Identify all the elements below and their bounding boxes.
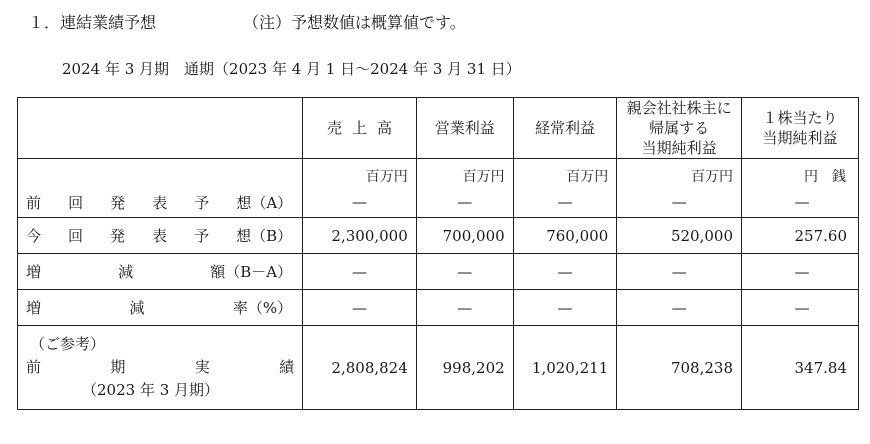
units-blank-cell bbox=[18, 159, 303, 188]
row-label bbox=[18, 218, 303, 254]
value-cell: — bbox=[617, 290, 742, 326]
value-cell: 347.84 bbox=[742, 326, 859, 410]
label-char: 前 bbox=[26, 193, 42, 212]
fiscal-period: 2024 年 3 月期 通期（2023 年 4 月 1 日～2024 年 3 月 31 日） bbox=[62, 60, 521, 78]
header-net-income-owners bbox=[617, 98, 742, 159]
label-char: 回 bbox=[68, 193, 84, 212]
label-char: 減 bbox=[118, 263, 134, 281]
section-title: 連結業績予想 bbox=[60, 13, 157, 32]
label-char: 実 bbox=[194, 358, 210, 376]
label-char: 期 bbox=[110, 358, 126, 376]
value-cell: — bbox=[303, 187, 417, 218]
row-label bbox=[18, 254, 303, 290]
value-cell: — bbox=[513, 254, 617, 290]
table-row bbox=[18, 290, 859, 326]
value-cell: — bbox=[303, 254, 417, 290]
header-operating-income bbox=[416, 98, 513, 159]
row-label bbox=[18, 290, 303, 326]
label-char: 増 bbox=[26, 263, 42, 281]
value-cell: — bbox=[513, 187, 617, 218]
label-char: 前 bbox=[26, 358, 42, 376]
table-row bbox=[18, 254, 859, 290]
section-note: （注）予想数値は概算値です。 bbox=[243, 13, 466, 32]
header-eps bbox=[742, 98, 859, 159]
value-cell: 708,238 bbox=[617, 326, 742, 410]
value-cell: — bbox=[513, 290, 617, 326]
label-char: 今 bbox=[26, 227, 42, 245]
header-line: 売上高 bbox=[326, 119, 402, 137]
header-line: 親会社社株主に bbox=[626, 99, 732, 117]
header-line: 当期純利益 bbox=[641, 139, 717, 157]
section-number: １． bbox=[28, 13, 61, 32]
value-cell: — bbox=[303, 290, 417, 326]
value-cell: — bbox=[416, 187, 513, 218]
header-line: 経常利益 bbox=[534, 119, 595, 137]
value-cell: — bbox=[742, 290, 859, 326]
value-cell: 998,202 bbox=[416, 326, 513, 410]
value-cell: — bbox=[742, 187, 859, 218]
header-line: 営業利益 bbox=[434, 119, 495, 137]
table-header-row bbox=[18, 98, 859, 159]
value-cell: 2,808,824 bbox=[303, 326, 417, 410]
label-char: 発 bbox=[110, 227, 126, 245]
header-ordinary-income bbox=[513, 98, 617, 159]
value-cell: — bbox=[416, 290, 513, 326]
label-char: 減 bbox=[129, 299, 145, 317]
value-cell: 520,000 bbox=[617, 218, 742, 254]
label-char: 表 bbox=[152, 227, 168, 245]
label-char: 予 bbox=[194, 227, 210, 245]
value-cell: — bbox=[617, 187, 742, 218]
reference-label bbox=[18, 326, 303, 410]
unit-cell: 百万円 bbox=[303, 159, 417, 188]
value-cell: 257.60 bbox=[742, 218, 859, 254]
unit-cell: 百万円 bbox=[416, 159, 513, 188]
row-label bbox=[18, 187, 303, 218]
label-char: 額（B－A） bbox=[210, 263, 293, 281]
header-line: １株当たり bbox=[762, 109, 838, 127]
unit-cell: 百万円 bbox=[617, 159, 742, 188]
unit-cell: 百万円 bbox=[513, 159, 617, 188]
units-row bbox=[18, 159, 859, 188]
forecast-table bbox=[17, 97, 859, 410]
label-char: 回 bbox=[68, 227, 84, 245]
value-cell: 700,000 bbox=[416, 218, 513, 254]
value-cell: 760,000 bbox=[513, 218, 617, 254]
label-char: 予 bbox=[194, 193, 210, 212]
header-line: 当期純利益 bbox=[762, 129, 838, 147]
label-char: 想（B） bbox=[236, 227, 293, 245]
label-char: 率（%） bbox=[232, 299, 293, 317]
header-line: 帰属する bbox=[649, 119, 710, 137]
label-char: 発 bbox=[110, 193, 126, 212]
header-blank-cell bbox=[18, 98, 303, 159]
label-char: 増 bbox=[26, 299, 42, 317]
value-cell: — bbox=[742, 254, 859, 290]
section-heading bbox=[28, 10, 466, 33]
reference-note: （ご参考） bbox=[30, 335, 106, 353]
value-cell: — bbox=[617, 254, 742, 290]
value-cell: 1,020,211 bbox=[513, 326, 617, 410]
unit-cell: 円 銭 bbox=[742, 159, 859, 188]
header-net-sales bbox=[303, 98, 417, 159]
table-row bbox=[18, 187, 859, 218]
label-char: 表 bbox=[152, 193, 168, 212]
label-char: 績 bbox=[279, 358, 295, 376]
table-row bbox=[18, 218, 859, 254]
label-char: 想（A） bbox=[236, 193, 293, 212]
value-cell: 2,300,000 bbox=[303, 218, 417, 254]
reference-row bbox=[18, 326, 859, 410]
reference-period: （2023 年 3 月期） bbox=[82, 381, 220, 399]
value-cell: — bbox=[416, 254, 513, 290]
